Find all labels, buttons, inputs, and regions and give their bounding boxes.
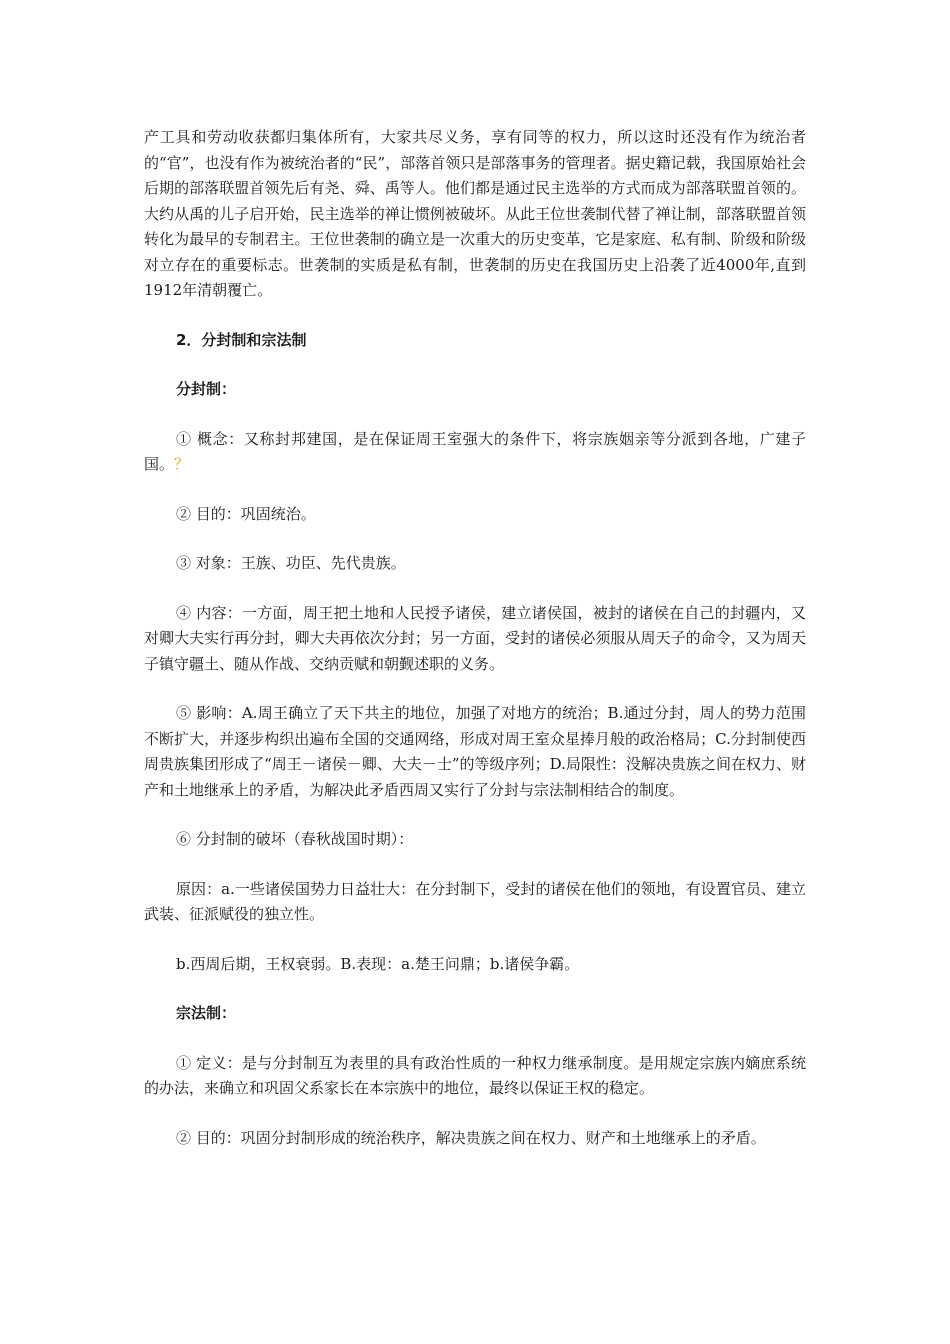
fenfeng-concept: [144, 427, 806, 478]
question-mark: ？: [174, 455, 190, 473]
fenfeng-heading: 分封制：: [176, 380, 237, 398]
fenfeng-purpose: ② 目的：巩固统治。: [176, 504, 316, 523]
zongfa-purpose: ② 目的：巩固分封制形成的统治秩序，解决贵族之间在权力、财产和土地继承上的矛盾。: [176, 1128, 766, 1147]
fenfeng-destruction-b: b.西周后期，王权衰弱。B.表现：a.楚王问鼎；b.诸侯争霸。: [176, 954, 580, 973]
fenfeng-influence: ⑤ 影响：A.周王确立了天下共主的地位，加强了对地方的统治；B.通过分封，周人的势力范围不断扩大，并逐步构织出遍布全国的交通网络，形成对周王室众星捧月般的政治格局；C.分封制使西周贵族集团形成了“周王－诸侯－卿、大夫－士”的等级序列；D.局限性：没解决贵族之间在权力、财产和土地继承上的矛盾，为解决此矛盾西周又实行了分封与宗法制相结合的制度。: [144, 704, 806, 799]
fenfeng-destruction-reason: 原因：a.一些诸侯国势力日益壮大：在分封制下，受封的诸侯在他们的领地，有设置官员、建立武装、征派赋役的独立性。: [144, 879, 806, 923]
fenfeng-content: ④ 内容：一方面，周王把土地和人民授予诸侯，建立诸侯国，被封的诸侯在自己的封疆内，又对卿大夫实行再分封，卿大夫再依次分封；另一方面，受封的诸侯必须服从周天子的命令，又为周天子镇守疆土、随从作战、交纳贡赋和朝觐述职的义务。: [144, 603, 806, 673]
zongfa-heading: 宗法制：: [176, 1004, 237, 1022]
document-body: [144, 125, 806, 1151]
zongfa-definition: ① 定义：是与分封制互为表里的具有政治性质的一种权力继承制度。是用规定宗族内嫡庶系统的办法，来确立和巩固父系家长在本宗族中的地位，最终以保证王权的稳定。: [144, 1053, 806, 1097]
fenfeng-destruction: ⑥ 分封制的破坏（春秋战国时期）：: [176, 830, 414, 848]
fenfeng-concept-text: ① 概念：又称封邦建国，是在保证周王室强大的条件下，将宗族姻亲等分派到各地，广建子国。: [144, 429, 806, 473]
intro-paragraph: 产工具和劳动收获都归集体所有，大家共尽义务，享有同等的权力，所以这时还没有作为统治者的“官”，也没有作为被统治者的“民”，部落首领只是部落事务的管理者。据史籍记载，我国原始社会后期的部落联盟首领先后有尧、舜、禹等人。他们都是通过民主选举的方式而成为部落联盟首领的。大约从禹的儿子启开始，民主选举的禅让惯例被破坏。从此王位世袭制代替了禅让制，部落联盟首领转化为最早的专制君主。王位世袭制的确立是一次重大的历史变革，它是家庭、私有制、阶级和阶级对立存在的重要标志。世袭制的实质是私有制，世袭制的历史在我国历史上沿袭了近4000年,直到1912年清朝覆亡。: [144, 128, 806, 299]
fenfeng-targets: ③ 对象：王族、功臣、先代贵族。: [176, 554, 406, 572]
section-heading: 2．分封制和宗法制: [176, 330, 307, 349]
